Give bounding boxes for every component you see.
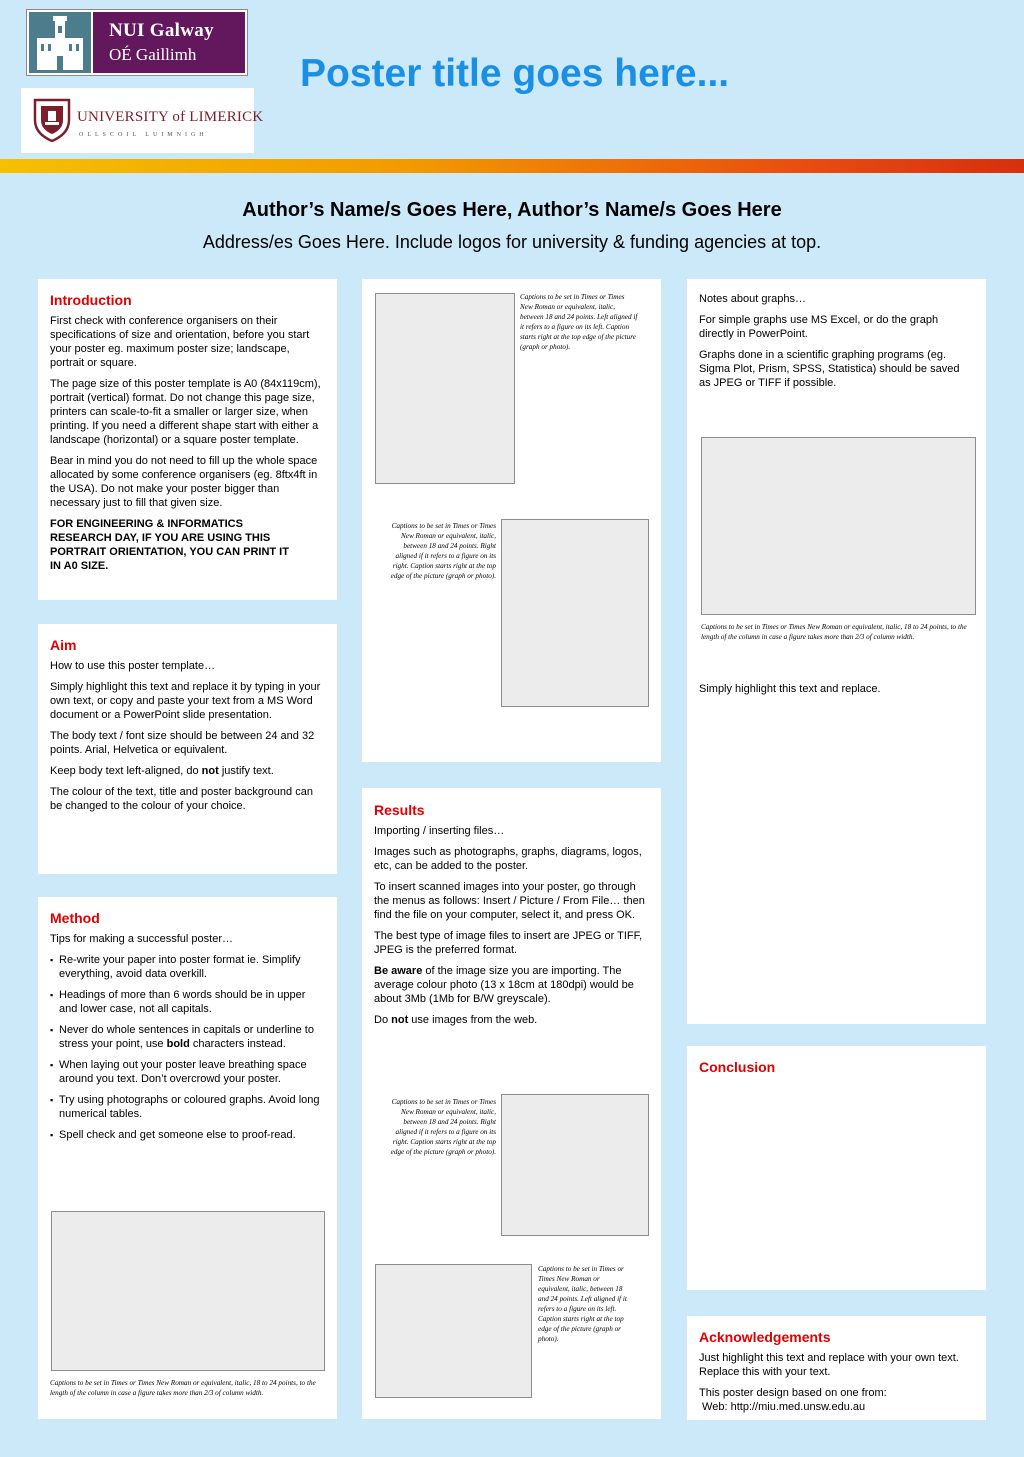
header-divider-band bbox=[0, 159, 1024, 173]
limerick-name: UNIVERSITY of LIMERICK bbox=[77, 109, 264, 125]
results-caption-right-aligned: Captions to be set in Times or Times New Roman or equivalent, italic, between 18 and 24 points. Right aligned if it refers to a figure on its right. Caption starts right at the top edge of the picture (graph or photo). bbox=[390, 1098, 496, 1156]
authors-line: Author’s Name/s Goes Here, Author’s Name/s Goes Here bbox=[242, 199, 782, 221]
acknowledgements-paragraph-2: This poster design based on one from: bbox=[699, 1387, 887, 1399]
introduction-paragraph-2: The page size of this poster template is A0 (84x119cm), portrait (vertical) format. Do not change this page size, printers can scale-to-fit a smaller or larger size, when printing. If you need a different shape start with either a landscape (horizontal) or a square poster template. bbox=[50, 378, 321, 446]
figures-panel bbox=[362, 279, 661, 762]
results-caption-left-aligned: Captions to be set in Times or Times New Roman or equivalent, italic, between 18 and 24 points. Left aligned if it refers to a figure on its left. Caption starts right at the top edge of the picture (graph or photo). bbox=[538, 1265, 627, 1343]
method-tip: ▪ Re-write your paper into poster format ie. Simplify everything, avoid data overkill. bbox=[50, 953, 325, 981]
results-figure-placeholder-left bbox=[375, 1264, 532, 1398]
results-paragraph-2: Images such as photographs, graphs, diagrams, logos, etc, can be added to the poster. bbox=[374, 846, 642, 872]
method-tip: ▪ Headings of more than 6 words should be in upper and lower case, not all capitals. bbox=[50, 988, 325, 1016]
introduction-paragraph-3: Bear in mind you do not need to fill up the whole space allocated by some conference organisers (eg. 8ftx4ft in the USA). Do not make your poster bigger than necessary just to fill that given size. bbox=[50, 455, 318, 509]
aim-heading: Aim bbox=[50, 637, 77, 653]
method-figure-placeholder bbox=[51, 1211, 325, 1371]
figure-placeholder-middle-right bbox=[501, 519, 649, 707]
limerick-crest-icon bbox=[33, 98, 71, 142]
address-line: Address/es Goes Here. Include logos for university & funding agencies at top. bbox=[202, 232, 822, 252]
method-tips-list bbox=[50, 953, 325, 1142]
conclusion-panel bbox=[687, 1046, 986, 1290]
aim-panel bbox=[38, 624, 337, 874]
poster-title: Poster title goes here... bbox=[300, 52, 730, 95]
graph-notes-paragraph-2: For simple graphs use MS Excel, or do the graph directly in PowerPoint. bbox=[699, 314, 939, 340]
method-tip: ▪ Never do whole sentences in capitals or underline to stress your point, use bold characters instead. bbox=[50, 1023, 325, 1051]
aim-paragraph-4: Keep body text left-aligned, do not justify text. bbox=[50, 765, 274, 777]
graph-notes-paragraph-1: Notes about graphs… bbox=[699, 293, 807, 305]
aim-paragraph-3: The body text / font size should be between 24 and 32 points. Arial, Helvetica or equivalent. bbox=[50, 730, 315, 756]
results-paragraph-5: Be aware of the image size you are importing. The average colour photo (13 x 18cm at 180dpi) would be about 3Mb (1Mb for B/W greyscale). bbox=[374, 965, 634, 1005]
aim-paragraph-5: The colour of the text, title and poster background can be changed to the colour of your choice. bbox=[50, 786, 313, 812]
nui-galway-name: NUI Galway bbox=[109, 20, 214, 41]
graph-notes-paragraph-3: Graphs done in a scientific graphing programs (eg. Sigma Plot, Prism, SPSS, Statistica) should be saved as JPEG or TIFF if possible. bbox=[699, 349, 960, 389]
conclusion-heading: Conclusion bbox=[699, 1059, 776, 1075]
figure-caption-right-aligned: Captions to be set in Times or Times New Roman or equivalent, italic, between 18 and 24 points. Right aligned if it refers to a figure on its right. Caption starts right at the top edge of the picture (graph or photo). bbox=[390, 522, 496, 580]
aim-paragraph-1: How to use this poster template… bbox=[50, 660, 216, 672]
acknowledgements-heading: Acknowledgements bbox=[699, 1329, 831, 1345]
graph-figure-caption: Captions to be set in Times or Times New Roman or equivalent, italic, 18 to 24 points, to the length of the column in case a figure takes more than 2/3 of column width. bbox=[701, 623, 967, 641]
results-heading: Results bbox=[374, 802, 425, 818]
figure-caption-left-aligned: Captions to be set in Times or Times New Roman or equivalent, italic, between 18 and 24 points. Left aligned if it refers to a figure on its left. Caption starts right at the top edge of the picture (graph or photo). bbox=[520, 293, 638, 351]
limerick-gaelic-name: OLLSCOIL LUIMNIGH bbox=[79, 132, 208, 138]
acknowledgements-web-link: Web: http://miu.med.unsw.edu.au bbox=[699, 1401, 866, 1413]
results-paragraph-1: Importing / inserting files… bbox=[374, 825, 505, 837]
acknowledgements-panel bbox=[687, 1316, 986, 1420]
method-tip: ▪ Try using photographs or coloured graphs. Avoid long numerical tables. bbox=[50, 1093, 325, 1121]
results-paragraph-3: To insert scanned images into your poster, go through the menus as follows: Insert / Picture / From File… then find the file on your computer, select it, and press OK. bbox=[374, 881, 645, 921]
aim-paragraph-2: Simply highlight this text and replace it by typing in your own text, or copy and paste your text from a MS Word document or a PowerPoint slide presentation. bbox=[50, 681, 321, 721]
acknowledgements-paragraph-1: Just highlight this text and replace with your own text. Replace this with your text. bbox=[699, 1352, 959, 1378]
results-panel bbox=[362, 788, 661, 1419]
introduction-panel bbox=[38, 279, 337, 600]
quadrangle-tower-icon bbox=[29, 12, 91, 73]
graph-notes-panel bbox=[687, 279, 986, 1024]
introduction-heading: Introduction bbox=[50, 292, 132, 308]
method-panel bbox=[38, 897, 337, 1419]
method-tip: ▪ When laying out your poster leave breathing space around you text. Don’t overcrowd your poster. bbox=[50, 1058, 325, 1086]
method-tip: ▪ Spell check and get someone else to proof-read. bbox=[50, 1128, 325, 1142]
results-paragraph-6: Do not use images from the web. bbox=[374, 1014, 538, 1026]
results-figure-placeholder-right bbox=[501, 1094, 649, 1236]
university-of-limerick-logo bbox=[21, 88, 264, 153]
method-figure-caption: Captions to be set in Times or Times New Roman or equivalent, italic, 18 to 24 points, to the length of the column in case a figure takes more than 2/3 of column width. bbox=[50, 1379, 316, 1397]
method-intro: Tips for making a successful poster… bbox=[50, 933, 233, 945]
nui-galway-logo bbox=[26, 9, 248, 76]
nui-galway-irish-name: OÉ Gaillimh bbox=[109, 45, 197, 64]
graph-figure-placeholder bbox=[701, 437, 976, 615]
figure-placeholder-top-left bbox=[375, 293, 515, 484]
introduction-paragraph-1: First check with conference organisers on their specifications of size and orientation, before you start your poster eg. maximum poster size; landscape, portrait or square. bbox=[50, 315, 310, 369]
results-paragraph-4: The best type of image files to insert are JPEG or TIFF, JPEG is the preferred format. bbox=[374, 930, 643, 956]
graph-notes-paragraph-4: Simply highlight this text and replace. bbox=[699, 683, 881, 695]
introduction-paragraph-4: FOR ENGINEERING & INFORMATICS RESEARCH DAY, IF YOU ARE USING THIS PORTRAIT ORIENTATION, YOU CAN PRINT IT IN A0 SIZE. bbox=[50, 518, 289, 572]
method-heading: Method bbox=[50, 910, 100, 926]
